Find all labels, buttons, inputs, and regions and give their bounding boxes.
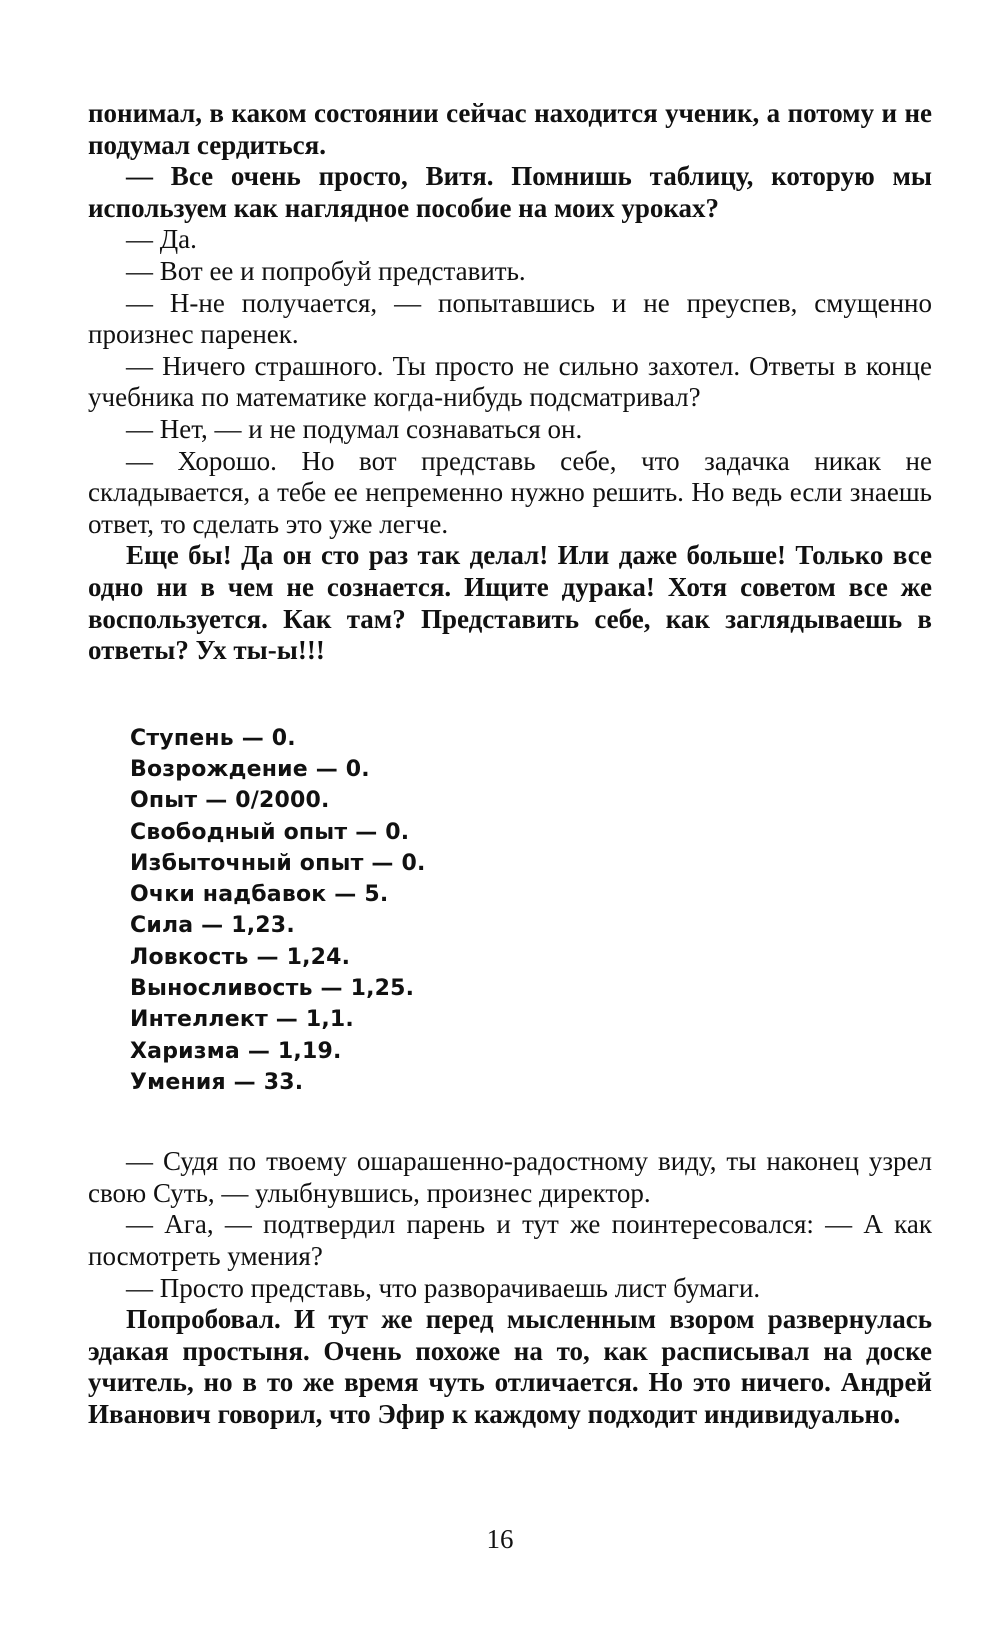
stat-line: Выносливость — 1,25. (130, 976, 415, 1002)
paragraph: Еще бы! Да он сто раз так делал! Или даже больше! Только все одно ни в чем не сознается. Ищите дурака! Хотя советом все же воспользуется. Как там? Представить себе, как заглядываешь в ответы? Ух ты-ы!!! (88, 540, 932, 666)
stat-line: Харизма — 1,19. (130, 1038, 342, 1064)
stat-line: Ловкость — 1,24. (130, 944, 351, 970)
paragraph: — Судя по твоему ошарашенно-радостному виду, ты наконец узрел свою Суть, — улыбнувшись, произнес директор. (88, 1146, 932, 1208)
stat-line: Ступень — 0. (130, 725, 296, 751)
stat-line: Сила — 1,23. (130, 913, 295, 939)
stats-list (130, 723, 932, 1099)
book-page (88, 98, 932, 1431)
paragraph: — Да. (126, 224, 197, 255)
paragraph: — Ага, — подтвердил парень и тут же поинтересовался: — А как посмотреть умения? (88, 1209, 932, 1272)
stat-line: Интеллект — 1,1. (130, 1007, 354, 1033)
stat-line: Очки надбавок — 5. (130, 882, 389, 908)
stat-line: Свободный опыт — 0. (130, 819, 410, 845)
paragraph: — Ничего страшного. Ты просто не сильно захотел. Ответы в конце учебника по математике когда-нибудь подсматривал? (88, 350, 932, 413)
stat-line: Возрождение — 0. (130, 756, 370, 782)
paragraph: — Просто представь, что разворачиваешь лист бумаги. (126, 1272, 761, 1303)
paragraph: — Н-не получается, — попытавшись и не преуспев, смущенно произнес паренек. (88, 287, 932, 350)
stat-line: Избыточный опыт — 0. (130, 850, 426, 876)
stat-line: Умения — 33. (130, 1069, 304, 1095)
paragraph: — Все очень просто, Витя. Помнишь таблицу, которую мы используем как наглядное пособие на моих уроках? (88, 161, 932, 223)
paragraph: Попробовал. И тут же перед мысленным взором развернулась эдакая простыня. Очень похоже на то, как расписывал на доске учитель, но в то же время чуть отличается. Но это ничего. Андрей Иванович говорил, что Эфир к каждому подходит индивидуально. (88, 1304, 932, 1429)
paragraph: понимал, в каком состоянии сейчас находится ученик, а потому и не подумал сердиться. (88, 98, 932, 160)
paragraph: — Нет, — и не подумал сознаваться он. (126, 413, 583, 444)
paragraph: — Хорошо. Но вот представь себе, что задачка никак не складывается, а тебе ее непременно нужно решить. Но ведь если знаешь ответ, то сделать это уже легче. (88, 445, 932, 539)
stat-line: Опыт — 0/2000. (130, 788, 330, 814)
paragraph: — Вот ее и попробуй представить. (126, 255, 526, 286)
page-number: 16 (486, 1524, 514, 1554)
